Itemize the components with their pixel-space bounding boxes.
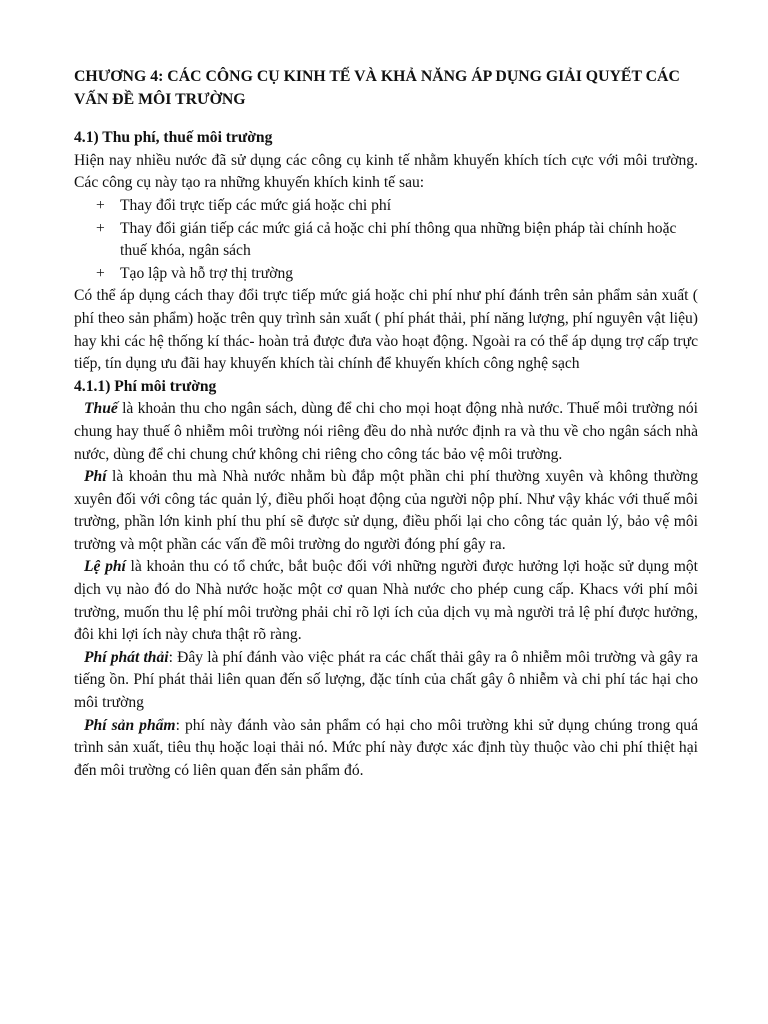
section-heading-4-1-1: 4.1.1) Phí môi trường — [74, 377, 217, 395]
definition-term: Lệ phí — [84, 558, 126, 576]
apply-paragraph: Có thể áp dụng cách thay đổi trực tiếp mức giá hoặc chi phí như phí đánh trên sản phẩm sản xuất ( phí theo sản phẩm) hoặc trên quy trình sản xuất ( phí phát thải, phí năng lượng, phí nguyên vật liệu) hay khi các hệ thống kí thác- hoàn trả được đưa vào hoạt động. Ngoài ra có thể áp dụng trợ cấp trực tiếp, tín dụng ưu đãi hay khuyến khích tài chính để khuyến khích công nghệ sạch — [74, 287, 698, 373]
definition-paragraph — [74, 398, 698, 466]
definition-text: : Đây là phí đánh vào việc phát ra các chất thải gây ra ô nhiễm môi trường và gây ra tiếng ồn. Phí phát thải liên quan đến số lượng, đặc tính của chất gây ô nhiễm và chi phí tác hại cho môi trường — [74, 648, 698, 712]
incentive-list — [74, 195, 698, 285]
definition-term: Phí sản phẩm — [84, 716, 176, 734]
intro-paragraph: Hiện nay nhiều nước đã sử dụng các công cụ kinh tế nhằm khuyến khích tích cực với môi trường. Các công cụ này tạo ra những khuyến khích kinh tế sau: — [74, 151, 698, 192]
definition-term: Thuế — [84, 400, 118, 418]
definition-term: Phí — [84, 468, 107, 486]
definition-paragraph — [74, 715, 698, 783]
list-item — [96, 195, 698, 218]
definition-paragraph — [74, 556, 698, 646]
list-item — [96, 263, 698, 286]
definition-text: là khoản thu mà Nhà nước nhằm bù đắp một phần chi phí thường xuyên và không thường xuyên đối với công tác quản lý, điều phối hoạt động của người nộp phí. Như vậy khác với thuế môi trường, phần lớn kinh phí thu phí sẽ được sử dụng, điều phối lại cho công tác quản lý, bảo vệ môi trường và một phần các vấn đề môi trường do người đóng phí gây ra. — [74, 468, 698, 553]
document-body — [74, 66, 698, 782]
definition-term: Phí phát thải — [84, 648, 169, 666]
definition-text: là khoản thu có tổ chức, bắt buộc đối với những người được hưởng lợi hoặc sử dụng một dịch vụ nào đó do Nhà nước hoặc một cơ quan Nhà nước cho phép cung cấp. Khacs với phí môi trường, muốn thu lệ phí môi trường phải chỉ rõ lợi ích của dịch vụ mà người trả lệ phí được hưởng, đôi khi lợi ích này chưa thật rõ ràng. — [74, 558, 698, 644]
bullet-mark: + — [96, 219, 105, 237]
definition-text: : phí này đánh vào sản phẩm có hại cho môi trường khi sử dụng chúng trong quá trình sản xuất, tiêu thụ hoặc loại thải nó. Mức phí này được xác định tùy thuộc vào chi phí thiệt hại đến môi trường có liên quan đến sản phẩm đó. — [74, 716, 699, 779]
chapter-title: CHƯƠNG 4: CÁC CÔNG CỤ KINH TẾ VÀ KHẢ NĂNG ÁP DỤNG GIẢI QUYẾT CÁC VẤN ĐỀ MÔI TRƯỜNG — [74, 68, 680, 108]
bullet-mark: + — [96, 264, 105, 282]
bullet-mark: + — [96, 196, 105, 214]
list-item-text: Tạo lập và hỗ trợ thị trường — [120, 264, 294, 282]
definition-paragraph — [74, 466, 698, 556]
section-heading-4-1: 4.1) Thu phí, thuế môi trường — [74, 129, 273, 147]
definition-paragraph — [74, 647, 698, 715]
list-item — [96, 218, 698, 263]
definition-text: là khoản thu cho ngân sách, dùng để chi cho mọi hoạt động nhà nước. Thuế môi trường nói chung hay thuế ô nhiễm môi trường nói riêng đều do nhà nước định ra và thu về cho ngân sách nhà nước, dùng để chi chung chứ không chi riêng cho công tác bảo vệ môi trường. — [74, 400, 698, 463]
list-item-text: Thay đổi trực tiếp các mức giá hoặc chi phí — [120, 196, 392, 214]
list-item-text: Thay đổi gián tiếp các mức giá cả hoặc chi phí thông qua những biện pháp tài chính hoặc thuế khóa, ngân sách — [120, 219, 677, 260]
